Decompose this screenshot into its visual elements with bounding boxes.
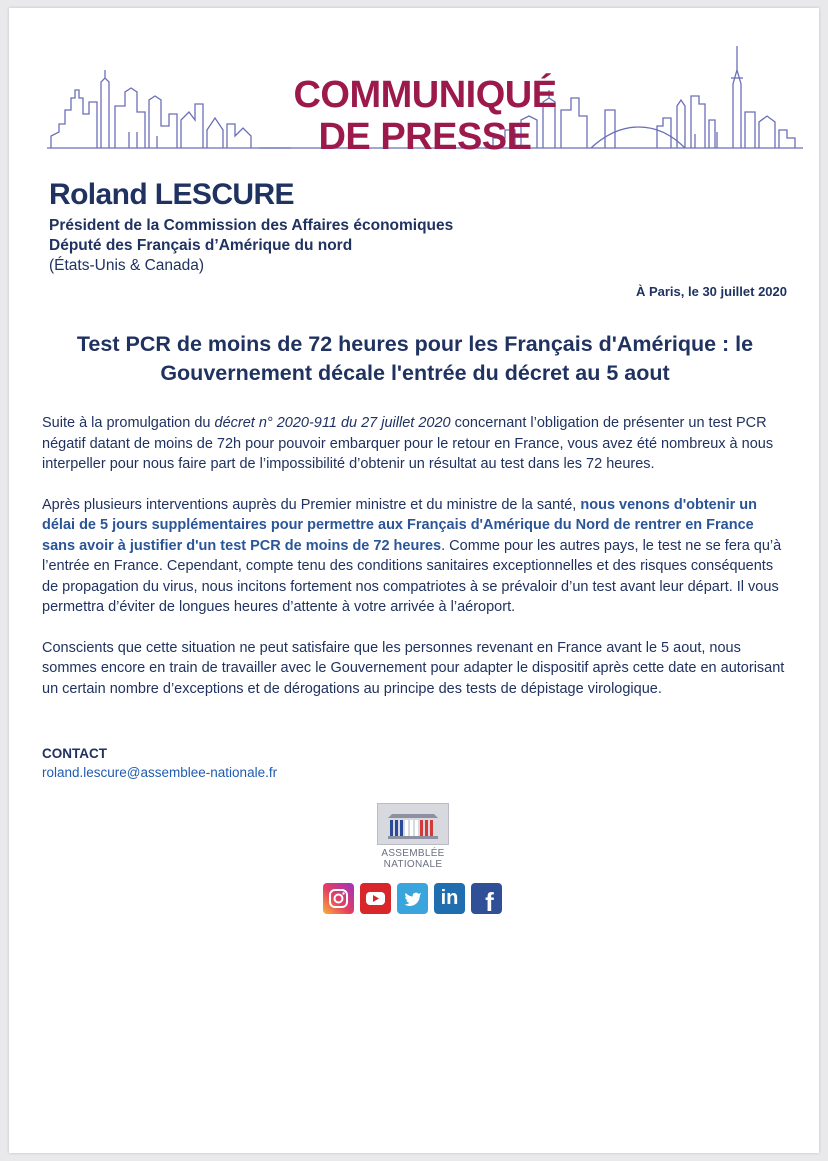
linkedin-icon[interactable] <box>434 883 465 914</box>
press-release-page <box>9 8 819 1153</box>
contact-label: CONTACT <box>42 746 107 761</box>
social-icons <box>323 883 502 917</box>
linkedin-label: in <box>440 887 459 909</box>
author-name: Roland LESCURE <box>49 178 294 211</box>
twitter-icon[interactable] <box>397 883 428 914</box>
dateline: À Paris, le 30 juillet 2020 <box>635 284 787 299</box>
banner-title-line2: DE PRESSE <box>318 116 532 158</box>
paragraph-2-emphasis: nous venons d'obtenir un délai de 5 jours supplémentaires pour permettre aux Français d'Amérique du Nord de rentrer en France sans avoir à justifier d'un test PCR de moins de 72 heures <box>42 496 758 554</box>
author-role-1: Président de la Commission des Affaires économiques <box>49 217 454 234</box>
paragraph-2-part-b: . Comme pour les autres pays, le test ne se fera qu’à l’entrée en France. Cependant, compte tenu des conditions sanitaires exceptionnelles et des risques conséquents de propagation du virus, nous incitons fortement nos compatriotes à se prévaloir d’un test avant leur départ. Il vous permettra d’éviter de longues heures d’attente à votre arrivée à l’aéroport. <box>42 537 782 615</box>
logo-text-line1: ASSEMBLÉE <box>381 848 445 859</box>
banner-title-line1: COMMUNIQUÉ <box>293 74 557 116</box>
paragraph-1 <box>42 413 790 475</box>
contact-email-link[interactable]: roland.lescure@assemblee-nationale.fr <box>42 765 278 780</box>
paragraph-2-part-a: Après plusieurs interventions auprès du Premier ministre et du ministre de la santé, <box>42 496 581 513</box>
paragraph-1-part-b: concernant l’obligation de présenter un test PCR négatif datant de moins de 72h pour pouvoir embarquer pour le retour en France, vous avez été nombreux à nous interpeller pour nous faire part de l’impossibilité d’obtenir un résultat au test dans les 72 heures. <box>42 415 774 472</box>
header-banner <box>45 40 805 162</box>
paragraph-1-part-a: Suite à la promulgation du <box>42 415 215 431</box>
author-role-2: Député des Français d’Amérique du nord <box>49 237 353 254</box>
facebook-icon[interactable] <box>471 883 502 917</box>
body-text <box>42 413 790 719</box>
author-role-3: (États-Unis & Canada) <box>49 257 205 274</box>
facebook-label: f <box>485 887 494 917</box>
hemicycle-icon <box>377 803 449 845</box>
paragraph-2 <box>42 495 790 618</box>
contact-block <box>42 746 277 780</box>
author-block <box>49 178 453 276</box>
decree-reference: décret n° 2020-911 du 27 juillet 2020 <box>214 415 451 431</box>
assemblee-nationale-logo <box>374 803 452 870</box>
paragraph-3: Conscients que cette situation ne peut satisfaire que les personnes revenant en France avant le 5 aout, nous sommes encore en train de travailler avec le Gouvernement pour adapter le dispositif après cette date en autorisant un certain nombre d’exceptions et de dérogations au principe des tests de dépistage virologique. <box>42 639 785 697</box>
logo-text-line2: NATIONALE <box>383 859 443 870</box>
youtube-icon[interactable] <box>360 883 391 914</box>
instagram-icon[interactable] <box>323 883 354 914</box>
headline: Test PCR de moins de 72 heures pour les Français d'Amérique : le Gouvernement décale l'entrée du décret au 5 aout <box>76 332 754 385</box>
